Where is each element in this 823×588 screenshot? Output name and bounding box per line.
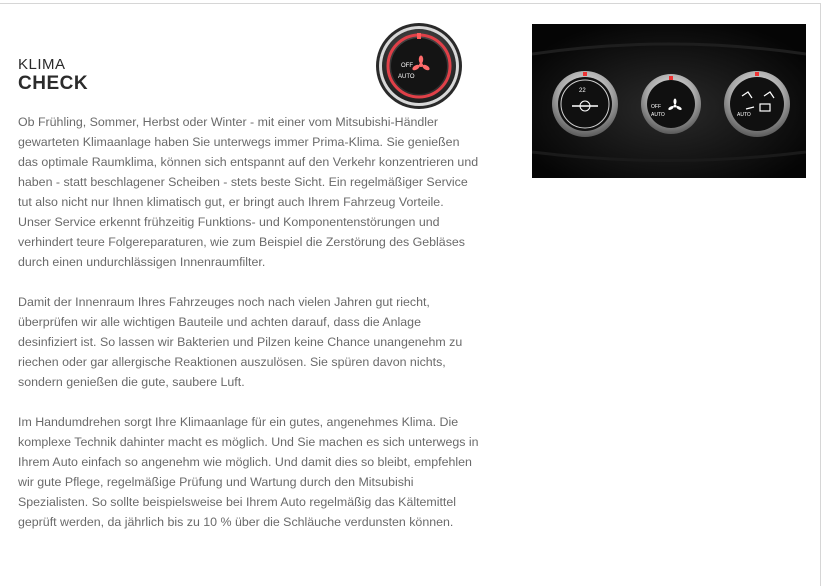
mode-dial — [641, 74, 701, 134]
paragraph-3: Im Handumdrehen sorgt Ihre Klimaanlage für ein gutes, angenehmes Klima. Die komplexe Technik dahinter macht es möglich. Und Sie machen es sich unterwegs in Ihrem Auto einfach so angenehm wie möglich. Und damit dies so bleibt, empfehlen wir gute Pflege, regelmäßige Prüfung und Wartung durch den Mitsubishi Spezialisten. So sollte beispielsweise bei Ihrem Auto regelmäßig das Kältemittel geprüft werden, da jährlich bis zu 10 % über die Schläuche verdunsten können. — [18, 415, 479, 529]
airflow-dial — [724, 71, 790, 137]
airflow-auto-label: AUTO — [737, 112, 751, 118]
paragraph-2: Damit der Innenraum Ihres Fahrzeuges noch nach vielen Jahren gut riecht, überprüfen wir alle wichtigen Bauteile und achten darauf, dass die Anlage desinfiziert ist. So lassen wir Bakterien und Pilzen keine Chance unangenehm zu riechen oder gar allergische Reaktionen auszulösen. Sie spüren davon nichts, sondern genießen die gute, saubere Luft. — [18, 295, 463, 389]
climate-control-panel-photo — [532, 24, 806, 178]
temperature-dial — [552, 71, 618, 137]
badge-auto-label: AUTO — [398, 74, 415, 80]
badge-off-label: OFF — [401, 63, 413, 69]
heading-line-2: CHECK — [18, 73, 89, 94]
paragraph-1: Ob Frühling, Sommer, Herbst oder Winter - mit einer vom Mitsubishi-Händler gewarteten Klimaanlage haben Sie unterwegs immer Prima-Klima. Sie genießen das optimale Raumklima, können sich entspannt auf den Verkehr konzentrieren und haben - statt beschlagener Scheiben - stets beste Sicht. Ein regelmäßiger Service tut also nicht nur Ihnen klimatisch gut, er bringt auch Ihrem Fahrzeug Vorteile. Unser Service erkennt frühzeitig Funktions- und Komponentenstörungen und verhindert teure Folgereparaturen, wie zum Beispiel die Zerstörung des Gebläses durch einen undurchlässigen Innenraumfilter. — [18, 115, 479, 269]
climate-control-dial-icon — [374, 21, 464, 111]
section-heading — [18, 56, 88, 94]
article-body — [18, 112, 480, 552]
mode-off-label: OFF — [651, 104, 661, 110]
heading-line-1: KLIMA — [18, 56, 66, 73]
temperature-value: 22 — [579, 88, 586, 94]
mode-auto-label: AUTO — [651, 112, 665, 118]
